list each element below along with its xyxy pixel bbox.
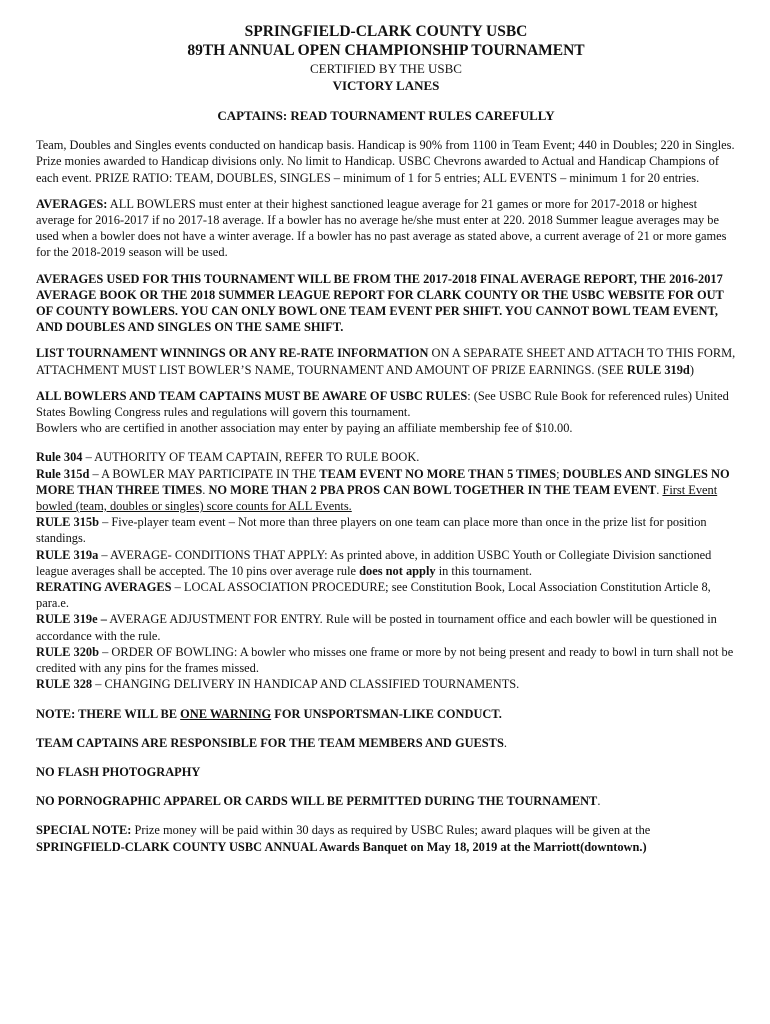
warning-note-after: FOR UNSPORTSMAN-LIKE CONDUCT. [271,706,502,721]
special-note [36,822,736,854]
association-title: SPRINGFIELD-CLARK COUNTY USBC [244,23,528,40]
rule-315d-label: Rule 315d [36,466,90,481]
rule-320b-label: RULE 320b [36,644,99,659]
special-note-text: Prize money will be paid within 30 days as required by USBC Rules; award plaques will be given at the [131,823,651,838]
rule-315b [36,514,736,546]
rule-328-text: – CHANGING DELIVERY IN HANDICAP AND CLASSIFIED TOURNAMENTS. [92,677,520,692]
no-porn-bold: NO PORNOGRAPHIC APPAREL OR CARDS WILL BE PERMITTED DURING THE TOURNAMENT [36,794,598,809]
rule-319a [36,547,736,579]
venue-name: VICTORY LANES [332,78,440,93]
team-captains-note [36,735,736,751]
rule-319e-label: RULE 319e – [36,612,107,627]
rule-315d-bold-3: NO MORE THAN 2 PBA PROS CAN BOWL TOGETHER IN THE TEAM EVENT [208,482,657,497]
no-porn-end: . [597,794,601,809]
intro-paragraph: Team, Doubles and Singles events conducted on handicap basis. Handicap is 90% from 1100 in Team Event; 440 in Doubles; 220 in Singles. Prize monies awarded to Handicap divisions only. No limit to Handicap. USBC Chevrons awarded to Actual and Handicap Champions of each event. PRIZE RATIO: TEAM, DOUBLES, SINGLES – minimum of 1 for 5 entries; ALL EVENTS – minimum 1 for 20 entries. [36,138,735,185]
certified-line: CERTIFIED BY THE USBC [310,61,462,76]
rule-328 [36,676,736,692]
rule-304-text: – AUTHORITY OF TEAM CAPTAIN, REFER TO RULE BOOK. [82,450,420,465]
rule-315d-sep: ; [556,466,563,481]
no-flash-note: NO FLASH PHOTOGRAPHY [36,764,201,779]
rule-315d-dot-2: . [656,482,663,497]
winnings-text: ON A SEPARATE SHEET AND ATTACH TO THIS FORM, ATTACHMENT MUST LIST BOWLER’S NAME, TOURNAMENT AND AMOUNT OF PRIZE EARNINGS. (SEE [36,346,736,377]
rule-320b-text: – ORDER OF BOWLING: A bowler who misses one frame or more by not being present and ready to bowl in turn shall not be credited with any pins for the frames missed. [36,644,734,676]
rule-304 [36,449,736,465]
winnings-close: ) [689,362,694,377]
winnings-paragraph [36,345,736,377]
tournament-title: 89TH ANNUAL OPEN CHAMPIONSHIP TOURNAMENT [187,42,585,59]
rules-list [36,449,736,692]
rule-328-label: RULE 328 [36,677,93,692]
rerating-text: – LOCAL ASSOCIATION PROCEDURE; see Constitution Book, Local Association Constitution Article 8, para.e. [36,580,711,611]
rule-320b [36,644,736,676]
warning-note-underline: ONE WARNING [180,706,272,721]
rule-315d-bold-2: DOUBLES AND SINGLES NO MORE THAN THREE TIMES [36,466,730,497]
warning-note [36,706,736,722]
winnings-rule-ref: RULE 319d [626,362,690,377]
averages-text: ALL BOWLERS must enter at their highest sanctioned league average for 21 games or more for 2017-2018 or highest average for 2016-2017 if no 2017-18 average. If a bowler has no average he/she must enter at 220. 2018 Summer league averages may be used when a bowler does not have a winter average. If a bowler has no past average as stated above, a current average of 21 or more games for the 2018-2019 season will be used. [36,196,727,260]
rule-319a-text: – AVERAGE- CONDITIONS THAT APPLY: As printed above, in addition USBC Youth or Collegiate Division sanctioned league averages shall be accepted. The 10 pins over average rule [36,547,712,578]
rule-319a-label: RULE 319a [36,547,99,562]
warning-note-before: NOTE: THERE WILL BE [36,706,181,721]
rerating-averages [36,579,736,611]
averages-paragraph [36,196,736,261]
rule-319e-text: AVERAGE ADJUSTMENT FOR ENTRY. Rule will be posted in tournament office and each bowler will be questioned in accordance with the rule. [36,612,717,643]
averages-label: AVERAGES: [36,196,108,211]
tournament-rules-page [36,22,736,855]
rule-319a-end: in this tournament. [435,563,532,578]
no-porn-note [36,793,736,809]
rule-315d-dot: . [202,482,209,497]
usbc-rules-text: : (See USBC Rule Book for referenced rules) United States Bowling Congress rules and regulations will govern this tournament. [36,388,729,420]
special-note-label: SPECIAL NOTE: [36,823,132,838]
winnings-bold: LIST TOURNAMENT WINNINGS OR ANY RE-RATE INFORMATION [36,346,429,361]
special-note-bold: SPRINGFIELD-CLARK COUNTY USBC ANNUAL Awards Banquet on May 18, 2019 at the Marriott(downtown.) [36,839,647,854]
affiliate-fee-text: Bowlers who are certified in another association may enter by paying an affiliate membership fee of $10.00. [36,421,573,436]
team-captains-bold: TEAM CAPTAINS ARE RESPONSIBLE FOR THE TEAM MEMBERS AND GUESTS [36,735,504,750]
rule-315b-text: – Five-player team event – Not more than three players on one team can place more than once in the prize list for position standings. [36,515,707,546]
team-captains-end: . [503,735,507,750]
rule-315d-bold-1: TEAM EVENT NO MORE THAN 5 TIMES [319,466,557,481]
rule-315d [36,466,736,515]
rule-319e [36,611,736,643]
averages-used-paragraph: AVERAGES USED FOR THIS TOURNAMENT WILL BE FROM THE 2017-2018 FINAL AVERAGE REPORT, THE 2016-2017 AVERAGE BOOK OR THE 2018 SUMMER LEAGUE REPORT FOR CLARK COUNTY OR THE USBC WEBSITE FOR OUT OF COUNTY BOWLERS. YOU CAN ONLY BOWL ONE TEAM EVENT PER SHIFT. YOU CANNOT BOWL TEAM EVENT, AND DOUBLES AND SINGLES ON THE SAME SHIFT. [36,271,724,335]
rerating-label: RERATING AVERAGES [36,580,172,595]
usbc-rules-paragraph [36,388,736,437]
rule-315b-label: RULE 315b [36,515,99,530]
rule-319a-bold: does not apply [359,563,436,578]
rule-315d-text: – A BOWLER MAY PARTICIPATE IN THE [89,466,320,481]
document-header [36,22,736,94]
rule-304-label: Rule 304 [36,450,83,465]
usbc-rules-bold: ALL BOWLERS AND TEAM CAPTAINS MUST BE AWARE OF USBC RULES [36,388,468,403]
rule-315d-underline: First Event bowled (team, doubles or singles) score counts for ALL Events. [36,482,718,514]
captains-heading: CAPTAINS: READ TOURNAMENT RULES CAREFULLY [217,108,555,123]
